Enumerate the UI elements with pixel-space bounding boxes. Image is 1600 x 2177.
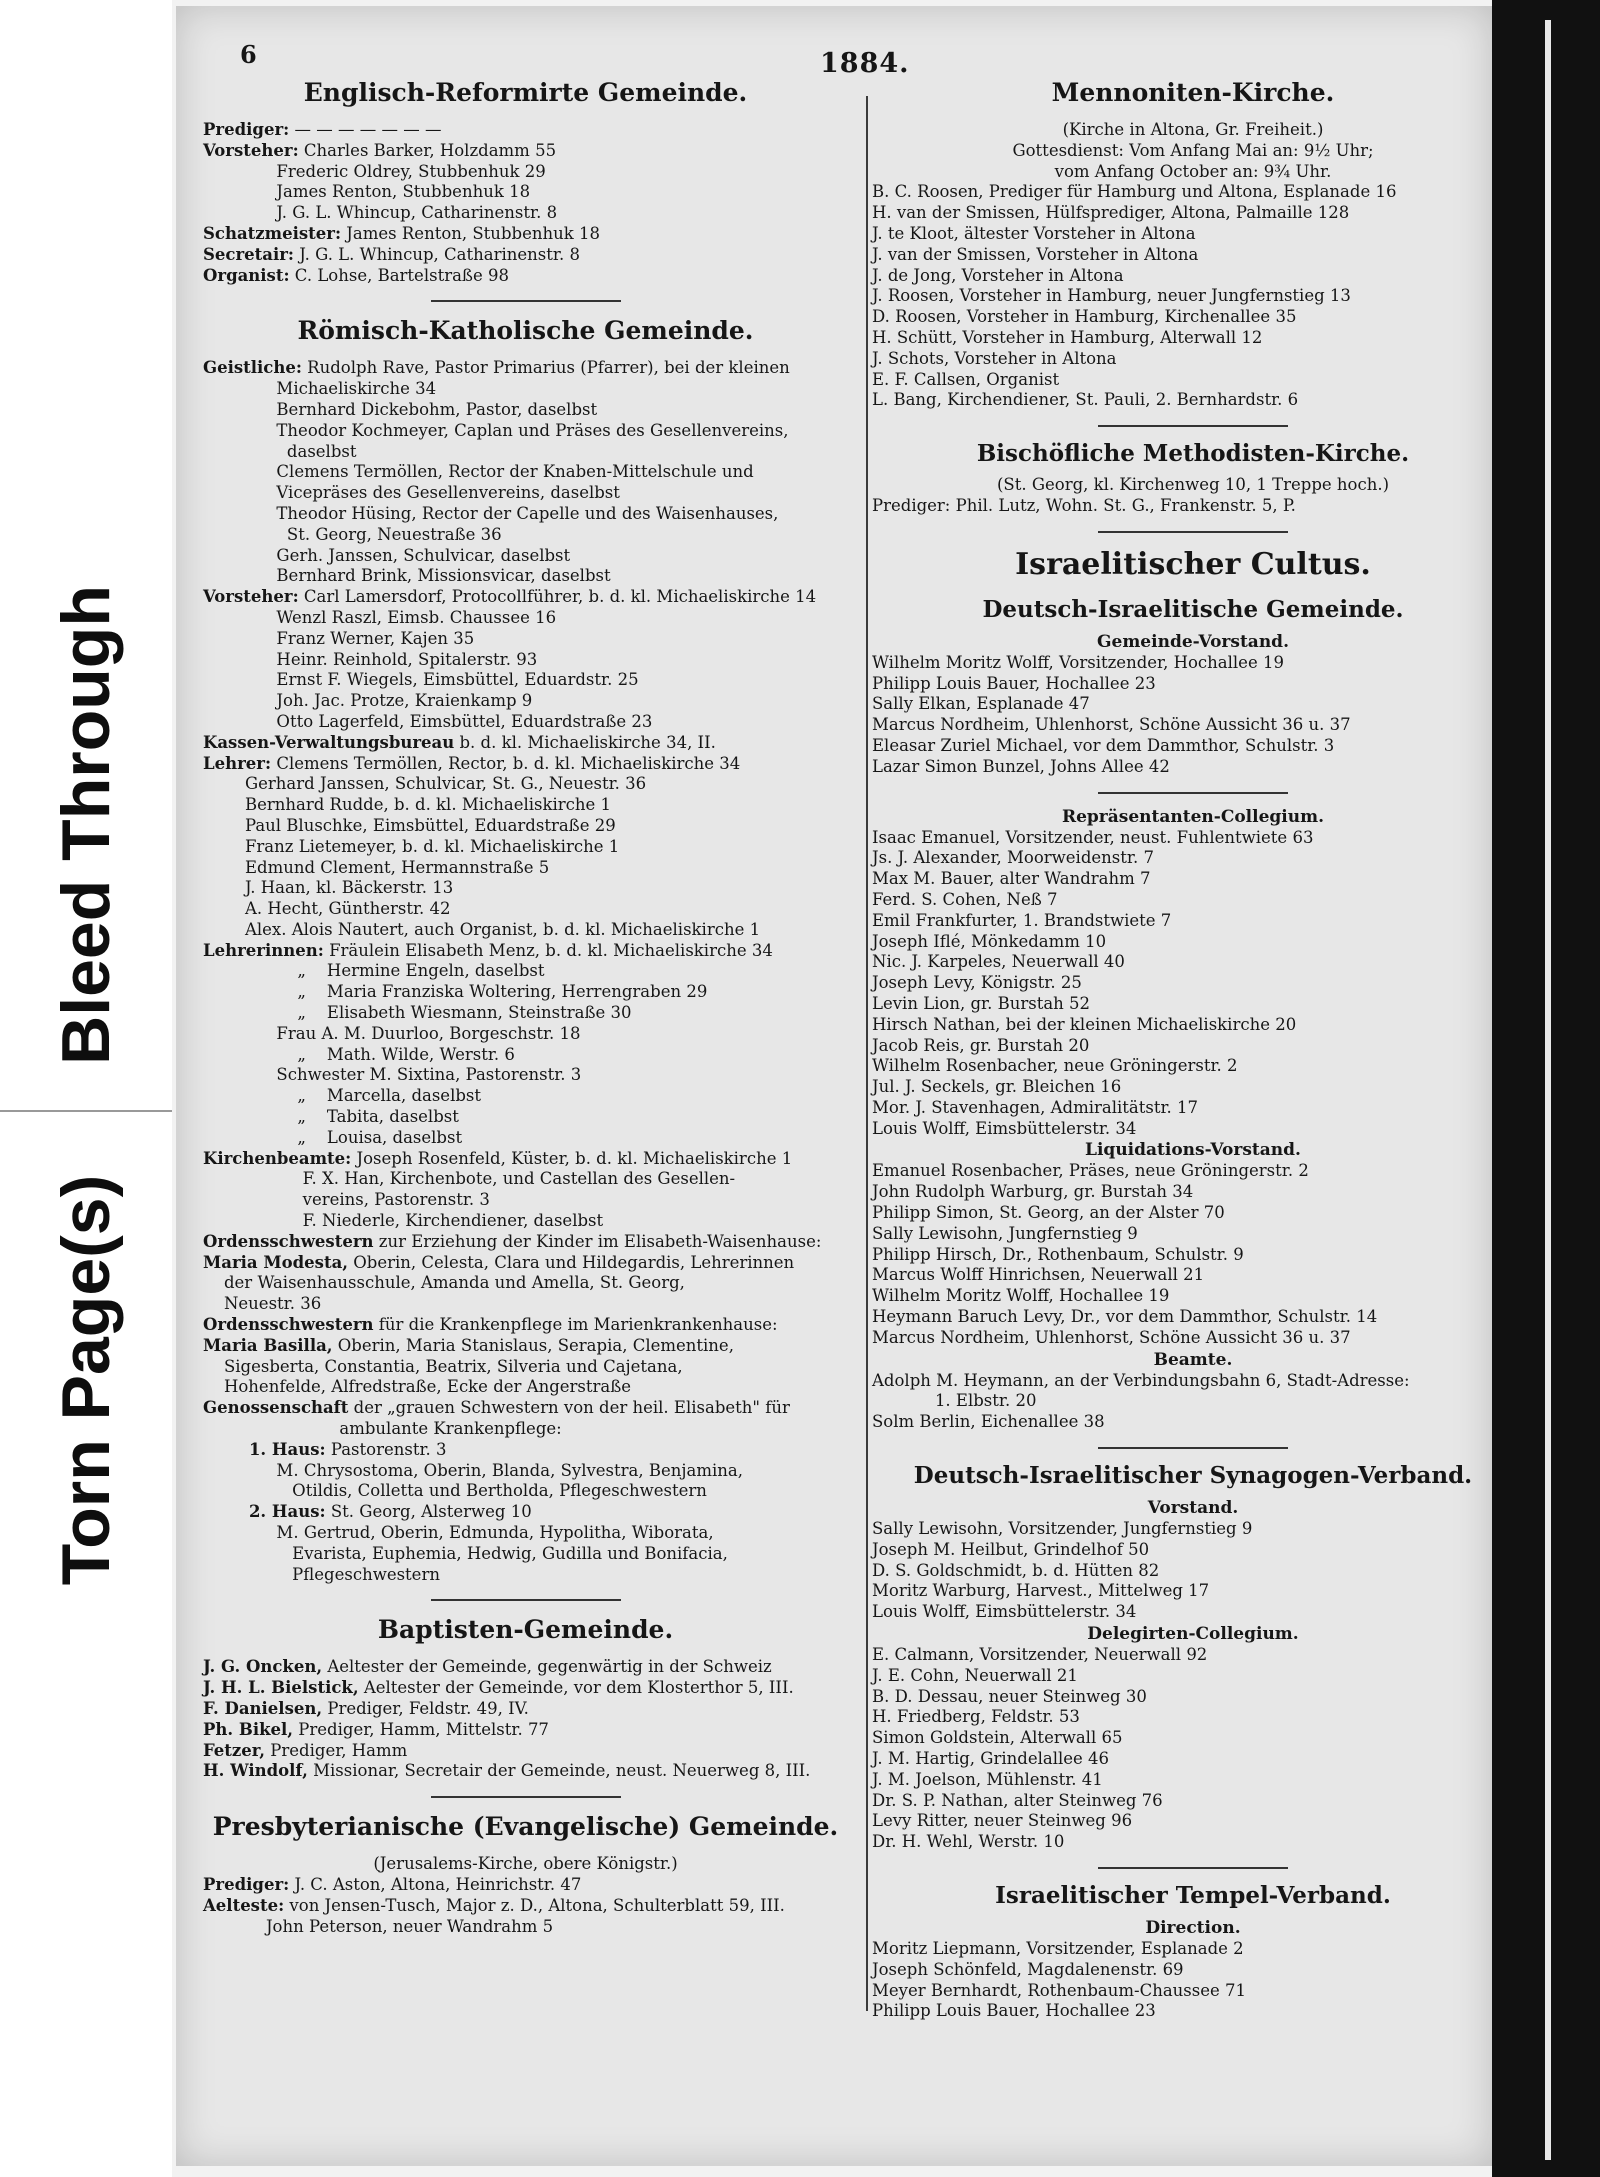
- section-rule: [1098, 792, 1288, 794]
- entry-text: Theodor Kochmeyer, Caplan und Präses des Gesellenvereins,: [203, 420, 789, 440]
- entry-text: Pflegeschwestern: [203, 1564, 440, 1584]
- entry-line: [203, 1253, 848, 1274]
- entry-line: [203, 1377, 848, 1398]
- beamte-list: [872, 1371, 1514, 1433]
- section-rule: [1098, 1447, 1288, 1449]
- entry-text: Fräulein Elisabeth Menz, b. d. kl. Michaeliskirche 34: [323, 940, 773, 960]
- entry-line: J. Schots, Vorsteher in Altona: [872, 348, 1117, 368]
- entry-text: Gerh. Janssen, Schulvicar, daselbst: [203, 545, 571, 565]
- entry-line: J. van der Smissen, Vorsteher in Altona: [872, 244, 1199, 264]
- entry-text: J. Haan, kl. Bäckerstr. 13: [203, 878, 454, 898]
- entry-text: Joh. Jac. Protze, Kraienkamp 9: [203, 691, 533, 711]
- direction-title: Direction.: [1145, 1918, 1241, 1938]
- entry-line: J. E. Cohn, Neuerwall 21: [872, 1665, 1078, 1685]
- entry-text: daselbst: [203, 441, 357, 461]
- entry-line: J. Roosen, Vorsteher in Hamburg, neuer Jungfernstieg 13: [872, 286, 1351, 306]
- entry-text: Edmund Clement, Hermannstraße 5: [203, 857, 550, 877]
- entry-line: [203, 566, 848, 587]
- liquidations-title: Liquidations-Vorstand.: [1085, 1140, 1301, 1161]
- entry-line: [203, 266, 848, 287]
- entry-label: Vorsteher:: [203, 587, 299, 607]
- entry-line: [203, 629, 848, 650]
- entry-label: Prediger:: [203, 1874, 290, 1894]
- entry-text: Bernhard Rudde, b. d. kl. Michaeliskirche 1: [203, 795, 612, 815]
- deutsch-israel-title: Deutsch-Israelitische Gemeinde.: [982, 595, 1404, 623]
- entry-text: C. Lohse, Bartelstraße 98: [289, 265, 509, 285]
- entry-label: Lehrer:: [203, 753, 272, 773]
- synagogen-vorstand-list: [872, 1519, 1514, 1623]
- entry-text: Aeltester der Gemeinde, vor dem Klosterthor 5, III.: [358, 1678, 794, 1698]
- section-rule: [431, 1796, 621, 1798]
- presbyterian-list: [203, 1875, 848, 1937]
- entry-label: Ordensschwestern: [203, 1231, 374, 1251]
- entry-label: Genossenschaft: [203, 1398, 349, 1418]
- entry-line: [203, 1232, 848, 1253]
- entry-line: B. C. Roosen, Prediger für Hamburg und Altona, Esplanade 16: [872, 182, 1397, 202]
- delegirten-list: [872, 1645, 1514, 1853]
- entry-text: F. Niederle, Kirchendiener, daselbst: [203, 1211, 604, 1231]
- entry-text: Paul Bluschke, Eimsbüttel, Eduardstraße 29: [203, 815, 616, 835]
- repraesentanten-title: Repräsentanten-Collegium.: [1061, 806, 1325, 827]
- entry-line: [203, 920, 848, 941]
- entry-line: [203, 1720, 848, 1741]
- entry-text: James Renton, Stubbenhuk 18: [341, 223, 600, 243]
- entry-line: [203, 1107, 848, 1128]
- entry-text: der Waisenhausschule, Amanda und Amella, St. Georg,: [203, 1273, 685, 1293]
- entry-line: E. Calmann, Vorsitzender, Neuerwall 92: [872, 1645, 1208, 1665]
- entry-line: D. Roosen, Vorsteher in Hamburg, Kirchenallee 35: [872, 307, 1297, 327]
- entry-line: [203, 1875, 848, 1896]
- entry-line: [203, 1190, 848, 1211]
- page-number: 6: [240, 40, 257, 69]
- mennonite-list: [872, 182, 1514, 411]
- entry-line: [203, 1481, 848, 1502]
- section-rule: [431, 1599, 621, 1601]
- entry-line: [203, 587, 848, 608]
- entry-line: Levy Ritter, neuer Steinweg 96: [872, 1811, 1133, 1831]
- left-column: [203, 72, 848, 1937]
- entry-line: [203, 1086, 848, 1107]
- entry-line: E. F. Callsen, Organist: [872, 369, 1060, 389]
- entry-line: Ferd. S. Cohen, Neß 7: [872, 889, 1058, 909]
- entry-line: Joseph M. Heilbut, Grindelhof 50: [872, 1539, 1150, 1559]
- entry-line: [203, 1294, 848, 1315]
- entry-label: Prediger:: [203, 120, 290, 139]
- entry-line: [203, 1024, 848, 1045]
- entry-line: [203, 1761, 848, 1782]
- entry-line: Sally Lewisohn, Vorsitzender, Jungfernstieg 9: [872, 1519, 1253, 1539]
- entry-text: St. Georg, Alsterweg 10: [325, 1502, 532, 1522]
- entry-text: Aeltester der Gemeinde, gegenwärtig in der Schweiz: [322, 1657, 772, 1677]
- entry-line: [203, 1523, 848, 1544]
- tempel-list: [872, 1939, 1514, 2022]
- entry-label: Aelteste:: [203, 1895, 285, 1915]
- entry-line: Philipp Simon, St. Georg, an der Alster 70: [872, 1203, 1225, 1223]
- entry-text: Franz Lietemeyer, b. d. kl. Michaeliskirche 1: [203, 836, 620, 856]
- entry-line: Marcus Nordheim, Uhlenhorst, Schöne Aussicht 36 u. 37: [872, 715, 1351, 735]
- entry-line: [203, 162, 848, 183]
- entry-line: Prediger: Phil. Lutz, Wohn. St. G., Frankenstr. 5, P.: [872, 495, 1296, 515]
- mennonite-title: Mennoniten-Kirche.: [1051, 78, 1335, 107]
- entry-text: Hohenfelde, Alfredstraße, Ecke der Angerstraße: [203, 1377, 632, 1397]
- baptist-list: [203, 1657, 848, 1782]
- entry-text: „ Louisa, daselbst: [203, 1127, 463, 1147]
- right-column: [872, 72, 1514, 2022]
- methodist-list: [872, 496, 1514, 517]
- page-year: 1884.: [820, 48, 910, 79]
- entry-line: H. Schütt, Vorsteher in Hamburg, Alterwall 12: [872, 327, 1263, 347]
- entry-text: zur Erziehung der Kinder im Elisabeth-Waisenhause:: [373, 1231, 822, 1251]
- entry-line: [203, 733, 848, 754]
- entry-line: [203, 795, 848, 816]
- torn-pages-label: Torn Page(s): [48, 1174, 124, 1586]
- entry-text: Charles Barker, Holzdamm 55: [298, 140, 557, 160]
- entry-label: Lehrerinnen:: [203, 940, 324, 960]
- entry-line: [203, 245, 848, 266]
- entry-line: Jul. J. Seckels, gr. Bleichen 16: [872, 1077, 1122, 1097]
- entry-text: b. d. kl. Michaeliskirche 34, II.: [454, 732, 716, 752]
- entry-label: F. Danielsen,: [203, 1698, 323, 1718]
- entry-line: [203, 1440, 848, 1461]
- entry-text: „ Marcella, daselbst: [203, 1086, 482, 1106]
- entry-line: H. van der Smissen, Hülfsprediger, Altona, Palmaille 128: [872, 203, 1350, 223]
- entry-line: [203, 546, 848, 567]
- entry-line: Philipp Hirsch, Dr., Rothenbaum, Schulstr. 9: [872, 1244, 1244, 1264]
- entry-text: der „grauen Schwestern von der heil. Elisabeth" für: [348, 1398, 790, 1418]
- entry-line: B. D. Dessau, neuer Steinweg 30: [872, 1686, 1147, 1706]
- section-rule: [1098, 425, 1288, 427]
- entry-label: 1. Haus:: [203, 1439, 326, 1459]
- entry-text: James Renton, Stubbenhuk 18: [203, 182, 531, 202]
- entry-line: Wilhelm Moritz Wolff, Vorsitzender, Hochallee 19: [872, 652, 1284, 672]
- entry-line: Joseph Schönfeld, Magdalenenstr. 69: [872, 1959, 1184, 1979]
- entry-line: [203, 1741, 848, 1762]
- entry-text: — — — — — — —: [289, 120, 442, 139]
- entry-text: „ Math. Wilde, Werstr. 6: [203, 1044, 515, 1064]
- entry-text: Prediger, Hamm, Mittelstr. 77: [293, 1719, 549, 1739]
- liquidations-list: [872, 1161, 1514, 1348]
- entry-text: Vicepräses des Gesellenvereins, daselbst: [203, 483, 620, 503]
- entry-label: J. H. L. Bielstick,: [203, 1678, 359, 1698]
- entry-line: [203, 525, 848, 546]
- mennonite-note: vom Anfang October an: 9¾ Uhr.: [1054, 161, 1332, 181]
- entry-line: [203, 837, 848, 858]
- entry-line: Wilhelm Rosenbacher, neue Gröningerstr. 2: [872, 1056, 1238, 1076]
- entry-line: [203, 504, 848, 525]
- entry-line: Philipp Louis Bauer, Hochallee 23: [872, 673, 1156, 693]
- section-rule: [1098, 1867, 1288, 1869]
- entry-label: Kirchenbeamte:: [203, 1148, 352, 1168]
- entry-text: F. X. Han, Kirchenbote, und Castellan des Gesellen-: [203, 1169, 736, 1189]
- entry-label: Vorsteher:: [203, 140, 299, 160]
- entry-text: Schwester M. Sixtina, Pastorenstr. 3: [203, 1065, 582, 1085]
- entry-line: Sally Elkan, Esplanade 47: [872, 694, 1090, 714]
- entry-text: Joseph Rosenfeld, Küster, b. d. kl. Michaeliskirche 1: [351, 1148, 793, 1168]
- entry-line: [203, 358, 848, 379]
- entry-line: [203, 1211, 848, 1232]
- entry-line: Emil Frankfurter, 1. Brandstwiete 7: [872, 910, 1172, 930]
- entry-line: [203, 1398, 848, 1419]
- entry-line: [203, 1419, 848, 1440]
- mennonite-note: Gottesdienst: Vom Anfang Mai an: 9½ Uhr;: [1012, 140, 1374, 160]
- entry-text: Oberin, Maria Stanislaus, Serapia, Clementine,: [332, 1335, 734, 1355]
- repraesentanten-list: [872, 828, 1514, 1140]
- entry-line: D. S. Goldschmidt, b. d. Hütten 82: [872, 1560, 1160, 1580]
- catholic-list: [203, 358, 848, 1585]
- entry-line: [203, 1169, 848, 1190]
- israel-title: Israelitischer Cultus.: [1015, 546, 1371, 582]
- entry-line: [203, 961, 848, 982]
- entry-label: Schatzmeister:: [203, 223, 342, 243]
- entry-line: Marcus Nordheim, Uhlenhorst, Schöne Aussicht 36 u. 37: [872, 1327, 1351, 1347]
- entry-line: Marcus Wolff Hinrichsen, Neuerwall 21: [872, 1265, 1205, 1285]
- entry-line: [203, 1357, 848, 1378]
- entry-line: Emanuel Rosenbacher, Präses, neue Gröningerstr. 2: [872, 1161, 1309, 1181]
- entry-label: Ph. Bikel,: [203, 1719, 294, 1739]
- entry-text: ambulante Krankenpflege:: [203, 1419, 562, 1439]
- entry-text: Otildis, Colletta und Bertholda, Pflegeschwestern: [203, 1481, 707, 1501]
- entry-text: Heinr. Reinhold, Spitalerstr. 93: [203, 649, 538, 669]
- entry-text: Pastorenstr. 3: [325, 1439, 447, 1459]
- entry-label: Maria Basilla,: [203, 1335, 333, 1355]
- entry-line: Moritz Liepmann, Vorsitzender, Esplanade 2: [872, 1939, 1244, 1958]
- entry-text: John Peterson, neuer Wandrahm 5: [203, 1916, 554, 1936]
- entry-line: John Rudolph Warburg, gr. Burstah 34: [872, 1182, 1194, 1202]
- entry-text: Prediger, Feldstr. 49, IV.: [322, 1698, 529, 1718]
- entry-text: „ Elisabeth Wiesmann, Steinstraße 30: [203, 1003, 632, 1023]
- entry-line: [203, 483, 848, 504]
- entry-text: Missionar, Secretair der Gemeinde, neust. Neuerweg 8, III.: [307, 1761, 811, 1781]
- entry-line: Hirsch Nathan, bei der kleinen Michaeliskirche 20: [872, 1014, 1297, 1034]
- sidebar-divider: [0, 1110, 172, 1112]
- entry-line: [203, 1565, 848, 1586]
- entry-text: Carl Lamersdorf, Protocollführer, b. d. kl. Michaeliskirche 14: [298, 587, 817, 607]
- entry-line: [203, 608, 848, 629]
- entry-text: vereins, Pastorenstr. 3: [203, 1190, 490, 1210]
- entry-line: Louis Wolff, Eimsbüttelerstr. 34: [872, 1118, 1137, 1138]
- entry-line: Max M. Bauer, alter Wandrahm 7: [872, 869, 1151, 889]
- entry-line: [203, 670, 848, 691]
- entry-line: [203, 899, 848, 920]
- page-edge-highlight: [1545, 20, 1551, 2160]
- entry-text: J. C. Aston, Altona, Heinrichstr. 47: [289, 1874, 582, 1894]
- entry-line: Levin Lion, gr. Burstah 52: [872, 993, 1091, 1013]
- entry-line: [203, 1273, 848, 1294]
- methodist-note: (St. Georg, kl. Kirchenweg 10, 1 Treppe hoch.): [996, 475, 1390, 495]
- entry-text: Bernhard Dickebohm, Pastor, daselbst: [203, 399, 598, 419]
- entry-line: [203, 712, 848, 733]
- entry-line: [203, 462, 848, 483]
- entry-text: Bernhard Brink, Missionsvicar, daselbst: [203, 566, 611, 586]
- bleed-through-label: Bleed Through: [48, 585, 124, 1065]
- entry-label: H. Windolf,: [203, 1761, 308, 1781]
- entry-line: [203, 774, 848, 795]
- entry-label: Ordensschwestern: [203, 1315, 374, 1335]
- synagogen-vorstand-title: Vorstand.: [1147, 1498, 1239, 1519]
- entry-text: Oberin, Celesta, Clara und Hildegardis, Lehrerinnen: [348, 1252, 795, 1272]
- entry-text: Frau A. M. Duurloo, Borgeschstr. 18: [203, 1023, 581, 1043]
- entry-line: [203, 120, 848, 141]
- entry-text: Alex. Alois Nautert, auch Organist, b. d. kl. Michaeliskirche 1: [203, 919, 761, 939]
- synagogen-title: Deutsch-Israelitischer Synagogen-Verband.: [913, 1462, 1473, 1490]
- reform-list: [203, 120, 848, 286]
- entry-text: M. Gertrud, Oberin, Edmunda, Hypolitha, Wiborata,: [203, 1523, 714, 1542]
- entry-text: „ Hermine Engeln, daselbst: [203, 961, 545, 981]
- entry-text: St. Georg, Neuestraße 36: [203, 524, 502, 544]
- entry-line: Lazar Simon Bunzel, Johns Allee 42: [872, 756, 1170, 776]
- section-rule: [431, 300, 621, 302]
- entry-line: J. M. Joelson, Mühlenstr. 41: [872, 1769, 1103, 1789]
- entry-line: [203, 1149, 848, 1170]
- entry-line: Adolph M. Heymann, an der Verbindungsbahn 6, Stadt-Adresse:: [872, 1370, 1410, 1390]
- entry-text: Otto Lagerfeld, Eimsbüttel, Eduardstraße 23: [203, 711, 653, 731]
- entry-line: [203, 1896, 848, 1917]
- entry-line: Philipp Louis Bauer, Hochallee 23: [872, 2001, 1156, 2021]
- entry-text: Clemens Termöllen, Rector der Knaben-Mittelschule und: [203, 462, 754, 482]
- entry-line: [203, 1544, 848, 1565]
- entry-line: [203, 1065, 848, 1086]
- entry-text: Clemens Termöllen, Rector, b. d. kl. Michaeliskirche 34: [271, 753, 741, 773]
- entry-text: Rudolph Rave, Pastor Primarius (Pfarrer), bei der kleinen: [301, 358, 790, 378]
- entry-line: [203, 182, 848, 203]
- entry-line: Js. J. Alexander, Moorweidenstr. 7: [872, 848, 1154, 868]
- entry-text: Evarista, Euphemia, Hedwig, Gudilla und Bonifacia,: [203, 1543, 728, 1563]
- entry-line: Dr. H. Wehl, Werstr. 10: [872, 1832, 1065, 1852]
- entry-line: Jacob Reis, gr. Burstah 20: [872, 1035, 1090, 1055]
- entry-line: [203, 379, 848, 400]
- entry-line: [203, 982, 848, 1003]
- entry-line: Simon Goldstein, Alterwall 65: [872, 1728, 1123, 1748]
- entry-line: [203, 941, 848, 962]
- entry-line: Solm Berlin, Eichenallee 38: [872, 1412, 1105, 1432]
- entry-text: Gerhard Janssen, Schulvicar, St. G., Neuestr. 36: [203, 774, 647, 794]
- entry-line: Joseph Iflé, Mönkedamm 10: [872, 931, 1107, 951]
- entry-line: Heymann Baruch Levy, Dr., vor dem Dammthor, Schulstr. 14: [872, 1307, 1378, 1327]
- reform-title: Englisch-Reformirte Gemeinde.: [303, 78, 748, 107]
- entry-label: Organist:: [203, 265, 290, 285]
- entry-line: Moritz Warburg, Harvest., Mittelweg 17: [872, 1581, 1210, 1601]
- entry-line: Isaac Emanuel, Vorsitzender, neust. Fuhlentwiete 63: [872, 827, 1314, 847]
- entry-line: [203, 442, 848, 463]
- entry-line: Wilhelm Moritz Wolff, Hochallee 19: [872, 1286, 1170, 1306]
- entry-line: [203, 1678, 848, 1699]
- entry-label: Kassen-Verwaltungsbureau: [203, 732, 455, 752]
- entry-label: Maria Modesta,: [203, 1252, 349, 1272]
- beamte-title: Beamte.: [1153, 1349, 1233, 1370]
- presbyterian-title: Presbyterianische (Evangelische) Gemeinde.: [212, 1812, 839, 1842]
- entry-text: „ Maria Franziska Woltering, Herrengraben 29: [203, 982, 708, 1002]
- tempel-title: Israelitischer Tempel-Verband.: [995, 1882, 1391, 1909]
- entry-line: [203, 1045, 848, 1066]
- catholic-title: Römisch-Katholische Gemeinde.: [297, 316, 754, 346]
- entry-line: [203, 1336, 848, 1357]
- entry-line: J. de Jong, Vorsteher in Altona: [872, 265, 1124, 285]
- entry-line: Joseph Levy, Königstr. 25: [872, 973, 1082, 993]
- entry-line: J. M. Hartig, Grindelallee 46: [872, 1749, 1110, 1769]
- presbyterian-note: (Jerusalems-Kirche, obere Königstr.): [373, 1854, 678, 1874]
- entry-line: Nic. J. Karpeles, Neuerwall 40: [872, 952, 1125, 972]
- entry-line: Sally Lewisohn, Jungfernstieg 9: [872, 1223, 1138, 1243]
- entry-line: [203, 1128, 848, 1149]
- entry-label: 2. Haus:: [203, 1502, 326, 1522]
- entry-line: [203, 1657, 848, 1678]
- entry-label: Fetzer,: [203, 1740, 266, 1760]
- entry-line: L. Bang, Kirchendiener, St. Pauli, 2. Bernhardstr. 6: [872, 390, 1299, 410]
- entry-line: [203, 141, 848, 162]
- entry-line: [203, 754, 848, 775]
- entry-line: [203, 421, 848, 442]
- entry-line: [203, 1003, 848, 1024]
- entry-line: [203, 1461, 848, 1482]
- entry-text: Michaeliskirche 34: [203, 379, 437, 399]
- delegirten-title: Delegirten-Collegium.: [1087, 1624, 1299, 1645]
- entry-line: Dr. S. P. Nathan, alter Steinweg 76: [872, 1790, 1163, 1810]
- entry-text: J. G. L. Whincup, Catharinenstr. 8: [294, 244, 580, 264]
- entry-line: [203, 1502, 848, 1523]
- entry-label: Geistliche:: [203, 358, 302, 378]
- entry-line: Meyer Bernhardt, Rothenbaum-Chaussee 71: [872, 1980, 1246, 2000]
- entry-line: [203, 203, 848, 224]
- entry-text: Ernst F. Wiegels, Eimsbüttel, Eduardstr. 25: [203, 670, 639, 690]
- entry-text: Neuestr. 36: [203, 1294, 322, 1314]
- entry-line: H. Friedberg, Feldstr. 53: [872, 1707, 1080, 1727]
- entry-line: J. te Kloot, ältester Vorsteher in Altona: [872, 223, 1196, 243]
- entry-text: Theodor Hüsing, Rector der Capelle und des Waisenhauses,: [203, 503, 779, 523]
- entry-line: [203, 858, 848, 879]
- gemeinde-vorstand-list: [872, 653, 1514, 778]
- entry-label: J. G. Oncken,: [203, 1657, 323, 1677]
- baptist-title: Baptisten-Gemeinde.: [377, 1615, 674, 1645]
- entry-text: von Jensen-Tusch, Major z. D., Altona, Schulterblatt 59, III.: [284, 1895, 785, 1915]
- entry-line: [203, 691, 848, 712]
- sidebar: [0, 0, 172, 2177]
- entry-line: Eleasar Zuriel Michael, vor dem Dammthor, Schulstr. 3: [872, 735, 1335, 755]
- entry-text: Sigesberta, Constantia, Beatrix, Silveria und Cajetana,: [203, 1356, 683, 1376]
- methodist-title: Bischöfliche Methodisten-Kirche.: [976, 440, 1410, 468]
- entry-line: [203, 816, 848, 837]
- entry-line: [203, 400, 848, 421]
- entry-text: Frederic Oldrey, Stubbenhuk 29: [203, 161, 546, 181]
- entry-text: Franz Werner, Kajen 35: [203, 628, 475, 648]
- entry-line: [203, 650, 848, 671]
- entry-line: [203, 1917, 848, 1938]
- entry-line: 1. Elbstr. 20: [872, 1391, 1037, 1411]
- entry-label: Secretair:: [203, 244, 295, 264]
- column-divider: [866, 96, 868, 2011]
- entry-text: J. G. L. Whincup, Catharinenstr. 8: [203, 203, 558, 223]
- entry-line: [203, 1699, 848, 1720]
- entry-line: [203, 878, 848, 899]
- entry-text: für die Krankenpflege im Marienkrankenhause:: [373, 1315, 778, 1335]
- entry-text: A. Hecht, Güntherstr. 42: [203, 899, 451, 919]
- entry-line: [203, 1315, 848, 1336]
- section-rule: [1098, 531, 1288, 533]
- entry-text: Wenzl Raszl, Eimsb. Chaussee 16: [203, 607, 557, 627]
- entry-text: Prediger, Hamm: [265, 1740, 408, 1760]
- gemeinde-vorstand-title: Gemeinde-Vorstand.: [1096, 631, 1289, 652]
- entry-text: „ Tabita, daselbst: [203, 1107, 459, 1127]
- mennonite-note: (Kirche in Altona, Gr. Freiheit.): [1062, 120, 1324, 139]
- entry-line: Louis Wolff, Eimsbüttelerstr. 34: [872, 1602, 1137, 1622]
- entry-line: [203, 224, 848, 245]
- entry-text: M. Chrysostoma, Oberin, Blanda, Sylvestra, Benjamina,: [203, 1460, 743, 1480]
- entry-line: Mor. J. Stavenhagen, Admiralitätstr. 17: [872, 1097, 1199, 1117]
